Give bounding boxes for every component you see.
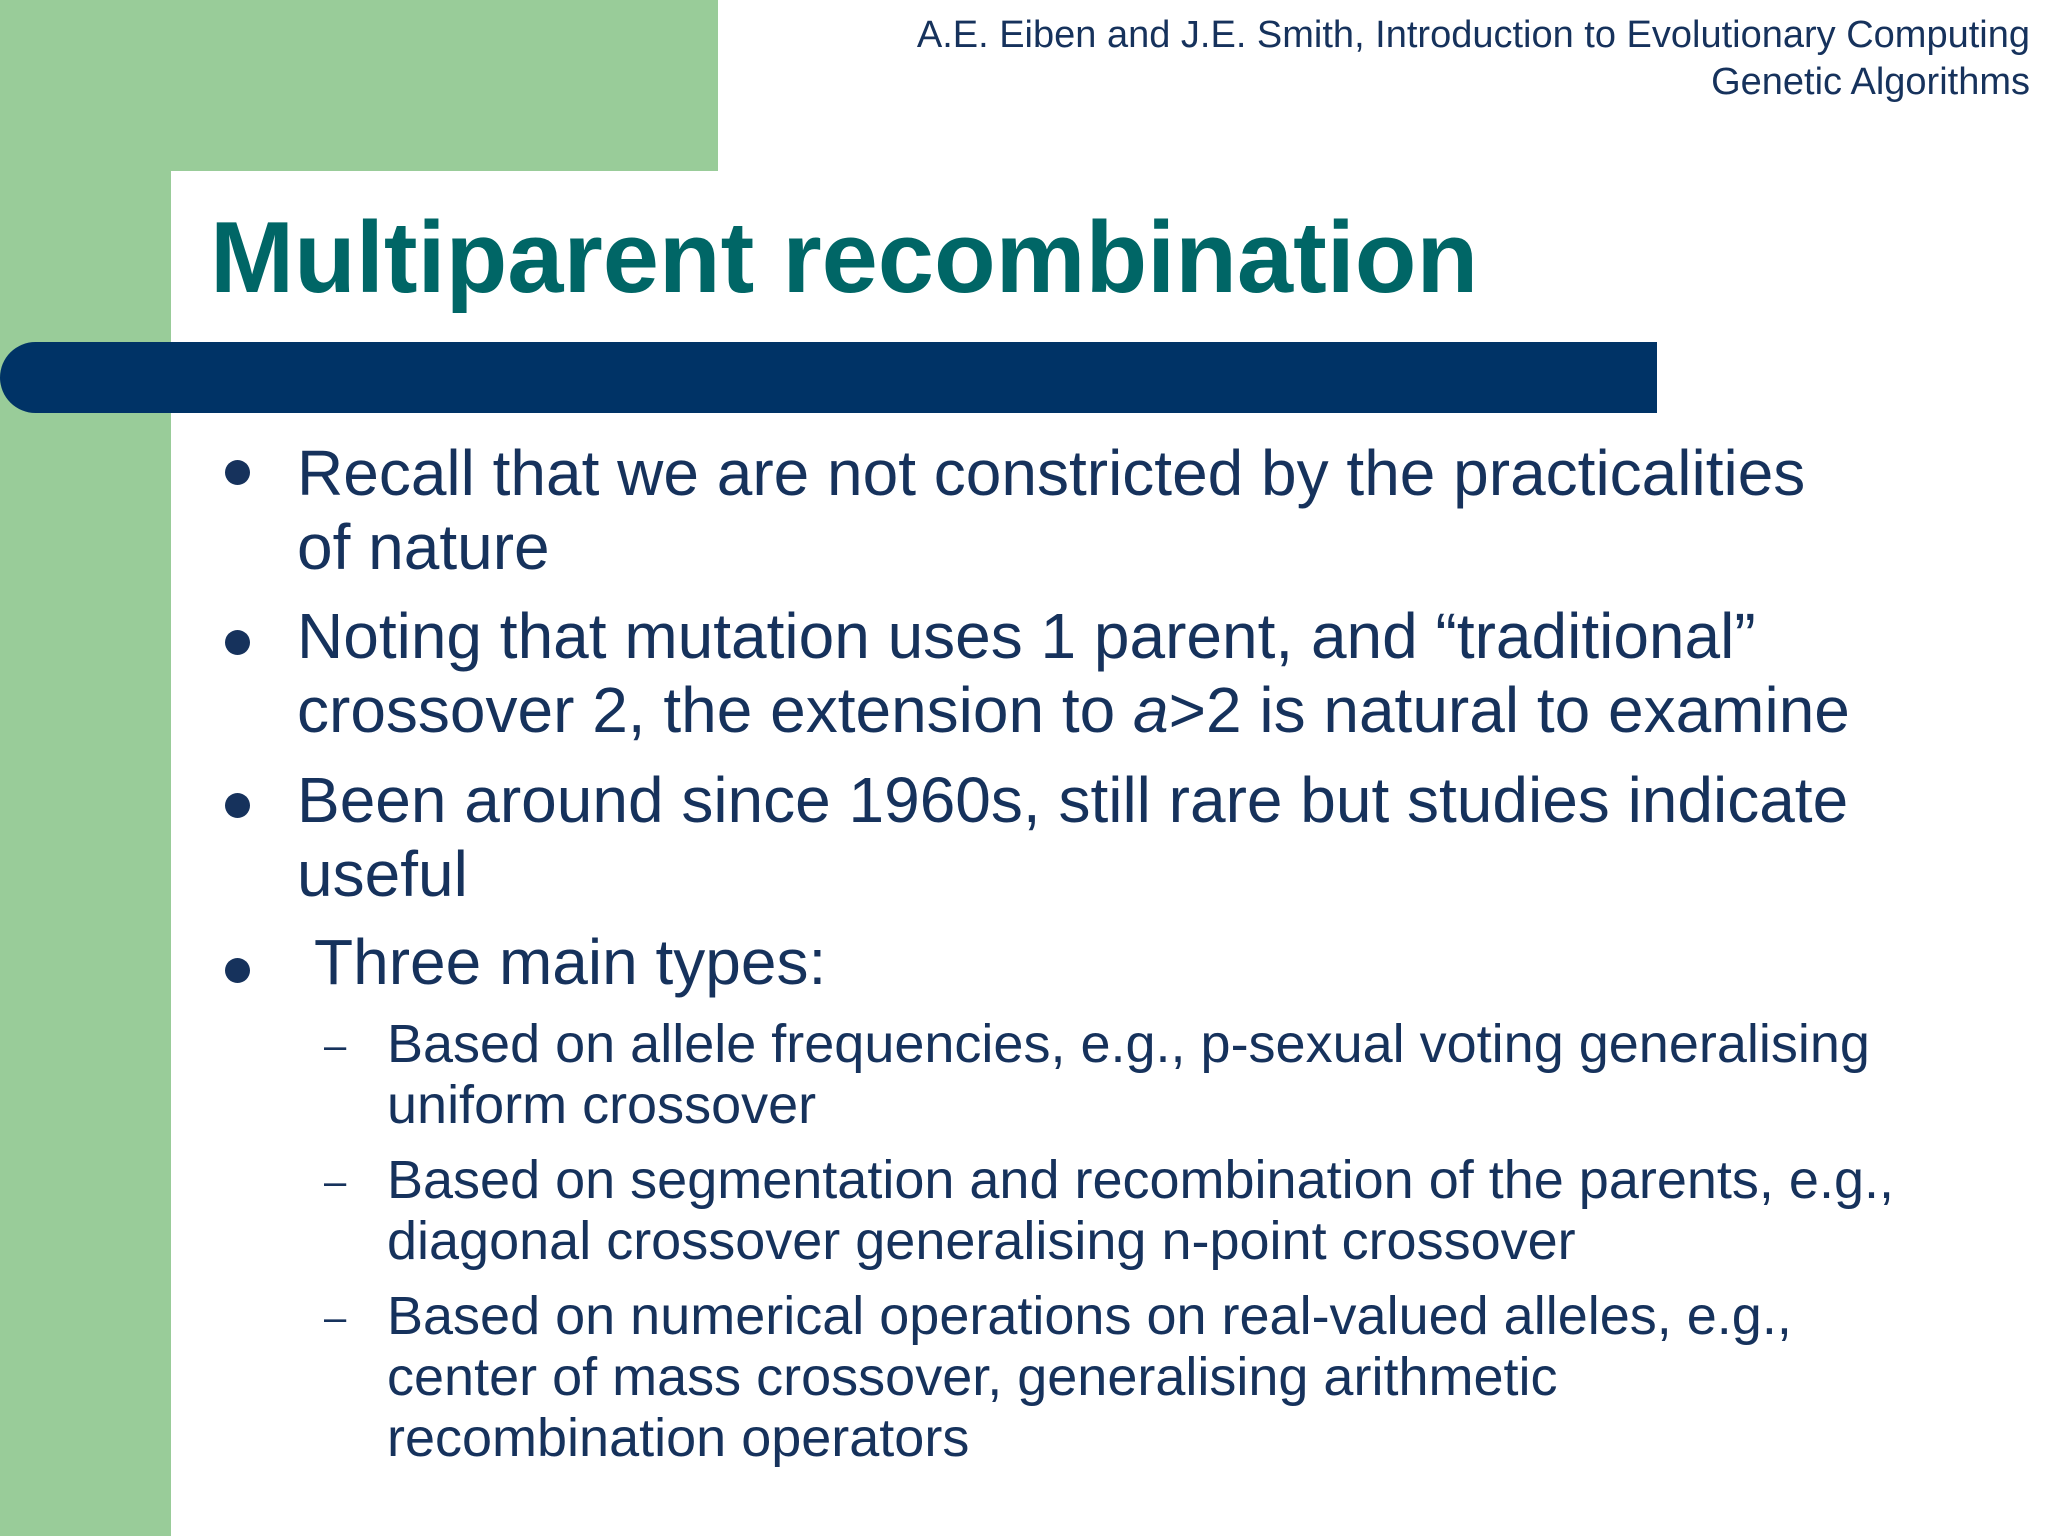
slide-title: Multiparent recombination: [210, 202, 1479, 314]
bullet-text: useful: [297, 838, 468, 910]
bullet-text-line: [297, 673, 1850, 747]
bullet-text: crossover 2, the extension to: [297, 674, 1133, 746]
sub-bullet-numerical: [387, 1286, 1792, 1469]
bullet-item-history: [297, 763, 1848, 911]
bullet-dot: [225, 630, 250, 655]
sub-bullet-text: diagonal crossover generalising n-point crossover: [387, 1211, 1576, 1271]
sub-bullet-text: uniform crossover: [387, 1075, 817, 1135]
bullet-text: Noting that mutation uses 1 parent, and “traditional”: [297, 600, 1756, 672]
sub-bullet-dash: –: [324, 1296, 347, 1340]
bullet-dot: [225, 958, 250, 983]
sub-bullet-text: Based on segmentation and recombination of the parents, e.g.,: [387, 1150, 1894, 1210]
sub-bullet-dash: –: [324, 1024, 347, 1068]
sub-bullet-text: center of mass crossover, generalising arithmetic: [387, 1347, 1558, 1407]
sub-bullet-text: recombination operators: [387, 1408, 970, 1468]
bullet-text: Been around since 1960s, still rare but studies indicate: [297, 764, 1849, 836]
variable-a: a: [1133, 674, 1169, 746]
sub-bullet-text: Based on numerical operations on real-valued alleles, e.g.,: [387, 1286, 1792, 1346]
header-chapter: Genetic Algorithms: [1711, 61, 2030, 103]
sub-bullet-text: Based on allele frequencies, e.g., p-sexual voting generalising: [387, 1014, 1870, 1074]
header-book-title: A.E. Eiben and J.E. Smith, Introduction to Evolutionary Computing: [916, 14, 2030, 56]
bullet-dot: [225, 793, 250, 818]
sub-bullet-allele: [387, 1014, 1870, 1136]
bullet-text: >2 is natural to examine: [1168, 674, 1850, 746]
bullet-item-noting: [297, 599, 1850, 747]
sub-bullet-dash: –: [324, 1160, 347, 1204]
bullet-text: Recall that we are not constricted by the practicalities: [297, 437, 1806, 509]
bullet-item-types: [314, 925, 826, 999]
bullet-dot: [225, 460, 250, 485]
bullet-text: Three main types:: [314, 926, 827, 998]
sub-bullet-segmentation: [387, 1150, 1894, 1272]
bullet-text: of nature: [297, 511, 550, 583]
bullet-item-recall: [297, 436, 1805, 584]
